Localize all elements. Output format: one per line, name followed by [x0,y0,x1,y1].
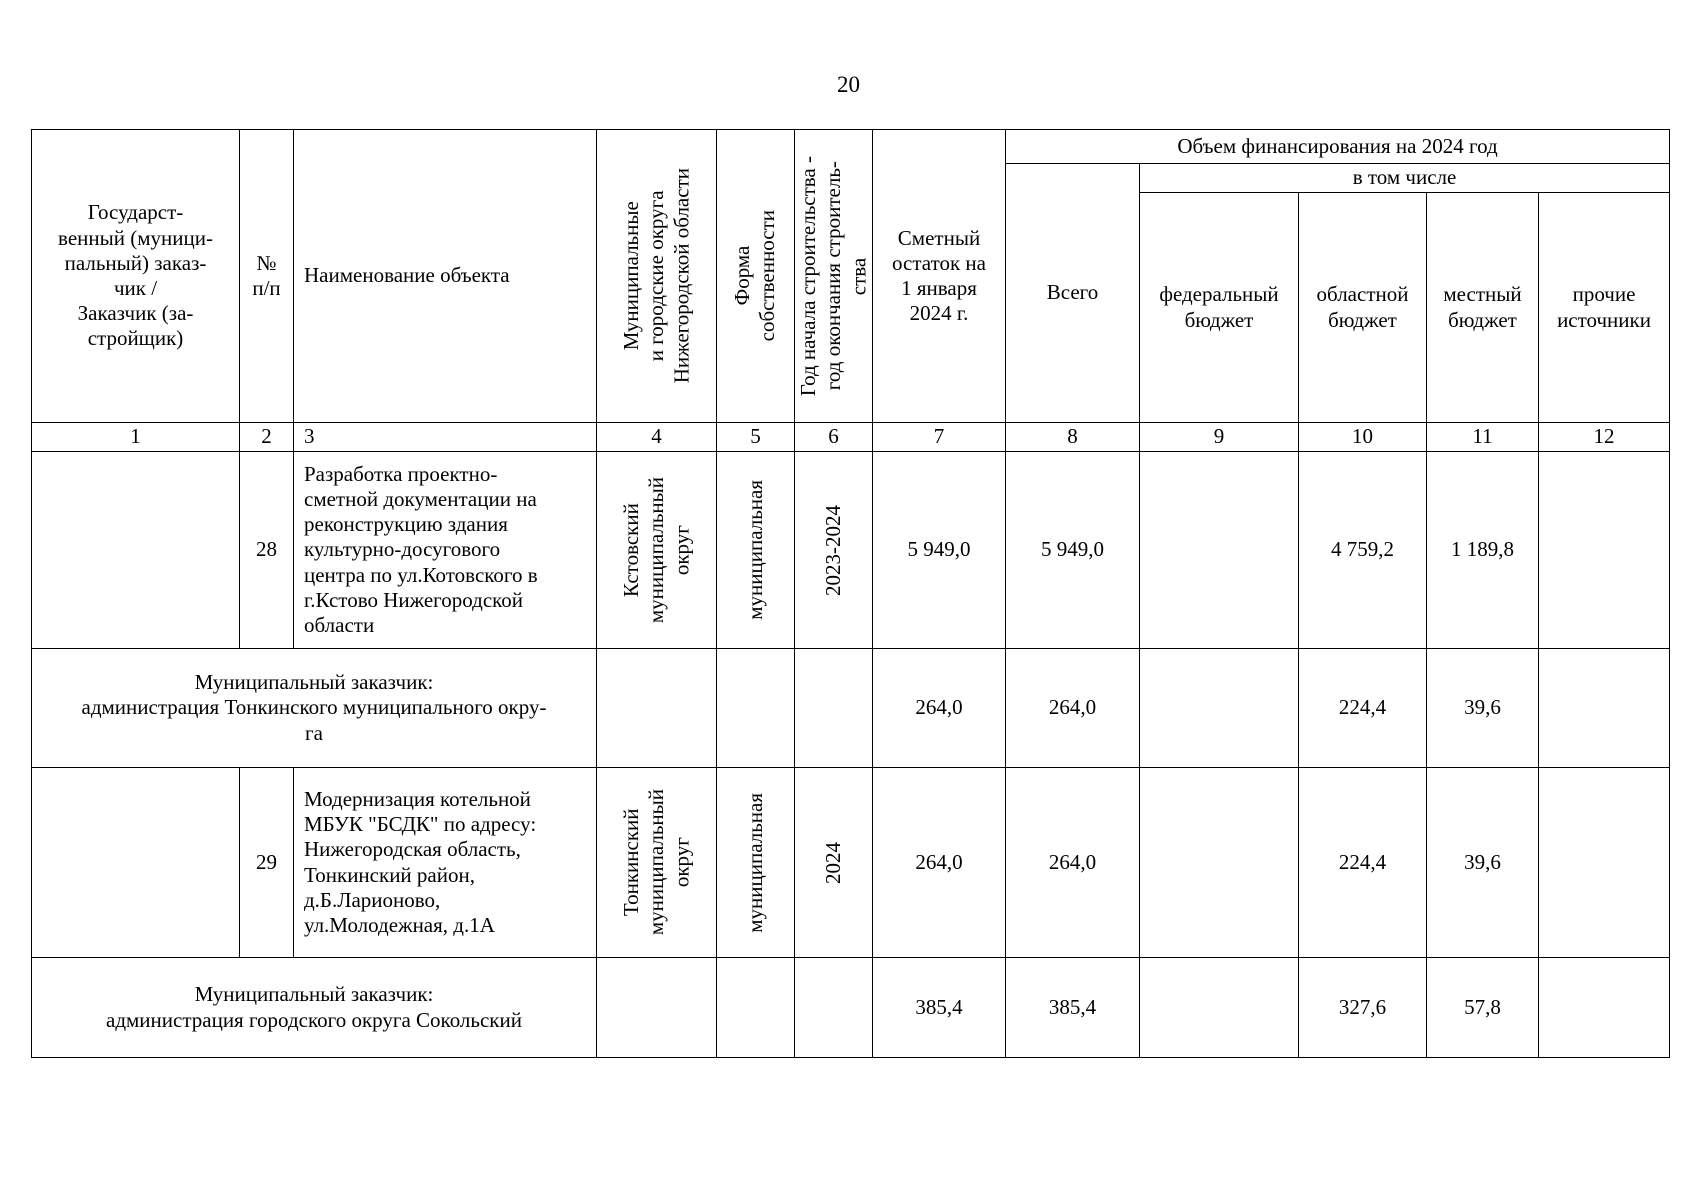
header-total: Всего [1006,164,1140,423]
column-number: 10 [1299,423,1427,452]
row-regional: 224,4 [1299,768,1427,958]
header-municipality: Муниципальные и городские округа Нижегородской области [597,130,717,423]
column-number: 6 [795,423,873,452]
row-other [1539,768,1670,958]
row-local: 57,8 [1427,958,1539,1058]
column-numbers-row [32,423,1670,452]
table-row [32,452,1670,649]
header-funding-group: Объем финансирования на 2024 год [1006,130,1670,164]
row-object-name: Модернизация котельной МБУК "БСДК" по адресу: Нижегородская область, Тонкинский район, д.Б.Ларионово, ул.Молодежная, д.1А [294,768,597,958]
subtotal-row [32,958,1670,1058]
financing-table [31,129,1670,1058]
row-local: 39,6 [1427,768,1539,958]
row-years: 2024 [795,768,873,958]
header-federal: федеральный бюджет [1140,193,1299,423]
column-number: 9 [1140,423,1299,452]
column-number: 12 [1539,423,1670,452]
header-num: № п/п [240,130,294,423]
row-customer [32,768,240,958]
header-including: в том числе [1140,164,1670,193]
subtotal-row [32,649,1670,768]
header-regional: областной бюджет [1299,193,1427,423]
row-estimate: 385,4 [873,958,1006,1058]
row-municipality: Тонкинский муниципальный округ [597,768,717,958]
header-other: прочие источники [1539,193,1670,423]
row-local: 1 189,8 [1427,452,1539,649]
row-municipality: Кстовский муниципальный округ [597,452,717,649]
column-number: 2 [240,423,294,452]
header-customer: Государст- венный (муници- пальный) заказ- чик / Заказчик (за- стройщик) [32,130,240,423]
row-federal [1140,649,1299,768]
row-local: 39,6 [1427,649,1539,768]
row-ownership [717,649,795,768]
subtotal-label: Муниципальный заказчик: администрация городского округа Сокольский [32,958,597,1058]
row-federal [1140,768,1299,958]
header-object-name: Наименование объекта [294,130,597,423]
row-customer [32,452,240,649]
header-local: местный бюджет [1427,193,1539,423]
row-num: 28 [240,452,294,649]
row-object-name: Разработка проектно- сметной документации на реконструкцию здания культурно-досугового центра по ул.Котовского в г.Кстово Нижегородской области [294,452,597,649]
row-total: 264,0 [1006,649,1140,768]
subtotal-label: Муниципальный заказчик: администрация Тонкинского муниципального окру- га [32,649,597,768]
page-number: 20 [837,72,860,97]
row-other [1539,649,1670,768]
row-years [795,649,873,768]
row-federal [1140,452,1299,649]
row-regional: 4 759,2 [1299,452,1427,649]
row-years [795,958,873,1058]
row-other [1539,452,1670,649]
row-ownership [717,958,795,1058]
column-number: 5 [717,423,795,452]
column-number: 1 [32,423,240,452]
row-total: 5 949,0 [1006,452,1140,649]
column-number: 3 [294,423,597,452]
row-estimate: 264,0 [873,768,1006,958]
header-years: Год начала строительства - год окончания строитель- ства [795,130,873,423]
row-municipality [597,649,717,768]
column-number: 4 [597,423,717,452]
table-row [32,768,1670,958]
header-estimate: Сметный остаток на 1 января 2024 г. [873,130,1006,423]
column-number: 11 [1427,423,1539,452]
column-number: 8 [1006,423,1140,452]
row-total: 385,4 [1006,958,1140,1058]
row-num: 29 [240,768,294,958]
row-federal [1140,958,1299,1058]
row-regional: 224,4 [1299,649,1427,768]
header-ownership: Форма собственности [717,130,795,423]
row-ownership: муниципальная [717,452,795,649]
column-number: 7 [873,423,1006,452]
row-total: 264,0 [1006,768,1140,958]
row-estimate: 5 949,0 [873,452,1006,649]
row-ownership: муниципальная [717,768,795,958]
row-regional: 327,6 [1299,958,1427,1058]
row-other [1539,958,1670,1058]
row-estimate: 264,0 [873,649,1006,768]
row-municipality [597,958,717,1058]
row-years: 2023-2024 [795,452,873,649]
